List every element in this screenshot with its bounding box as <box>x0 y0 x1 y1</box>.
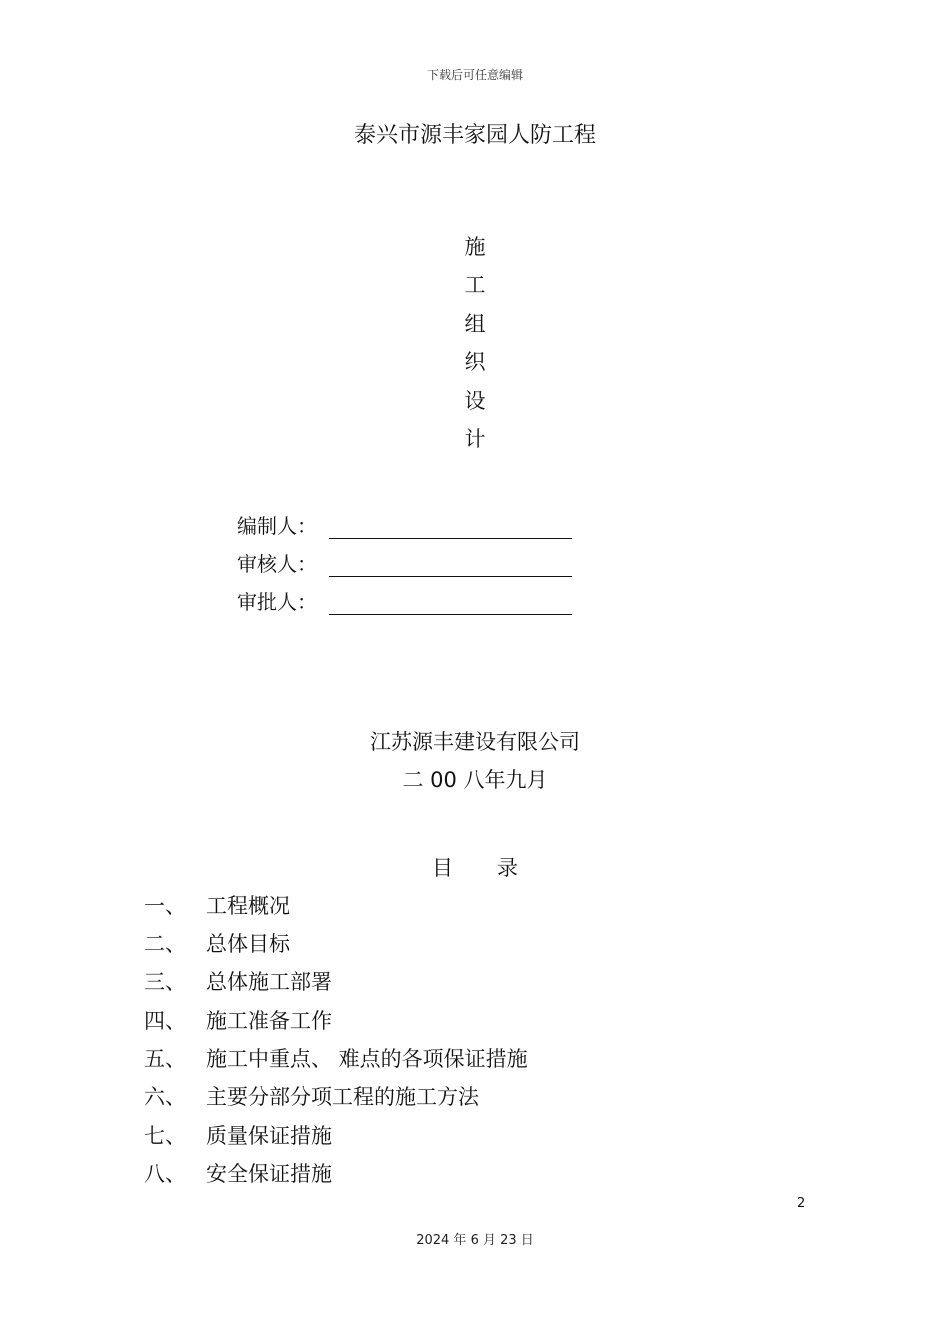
toc-item <box>144 966 332 996</box>
signature-line <box>329 516 572 539</box>
toc-item-text: 总体目标 <box>206 932 290 956</box>
signature-label: 审核人： <box>237 552 317 576</box>
toc-item-number: 二、 <box>144 932 186 956</box>
toc-item-text: 施工中重点、 难点的各项保证措施 <box>206 1047 528 1071</box>
toc-title-right: 录 <box>497 856 518 880</box>
toc-item-text: 施工准备工作 <box>206 1009 332 1033</box>
title-char: 设 <box>464 388 486 413</box>
toc-item-number: 三、 <box>144 970 186 994</box>
header-note: 下载后可任意编辑 <box>426 68 523 82</box>
signature-row-approver <box>237 586 572 616</box>
toc-title-left: 目 <box>432 856 453 880</box>
title-char: 织 <box>464 350 486 375</box>
toc-item <box>144 1005 332 1035</box>
footer-date: 2024 年 6 月 23 日 <box>416 1233 534 1248</box>
title-char: 施 <box>464 235 486 259</box>
toc-item <box>144 1081 479 1111</box>
signature-line <box>329 554 572 577</box>
toc-item-number: 四、 <box>144 1009 186 1033</box>
title-char: 计 <box>464 427 486 452</box>
toc-title <box>0 852 950 882</box>
toc-item-number: 一、 <box>144 894 186 918</box>
toc-item-text: 工程概况 <box>206 894 290 918</box>
signature-row-reviewer <box>237 548 572 578</box>
toc-item <box>144 928 290 958</box>
toc-item <box>144 890 290 920</box>
signature-label: 审批人： <box>237 590 317 614</box>
title-char: 工 <box>464 273 486 298</box>
toc-item-text: 安全保证措施 <box>206 1162 332 1186</box>
document-date: 二 00 八年九月 <box>402 768 548 792</box>
toc-item <box>144 1120 332 1150</box>
vertical-document-title <box>0 228 950 458</box>
signature-label: 编制人： <box>237 514 317 538</box>
toc-item-text: 总体施工部署 <box>206 970 332 994</box>
toc-item-number: 六、 <box>144 1085 186 1109</box>
toc-item <box>144 1158 332 1188</box>
toc-item-number: 五、 <box>144 1047 186 1071</box>
company-name: 江苏源丰建设有限公司 <box>370 730 580 754</box>
toc-item-text: 主要分部分项工程的施工方法 <box>206 1085 479 1109</box>
toc-item-text: 质量保证措施 <box>206 1124 332 1148</box>
signature-line <box>329 592 572 615</box>
signature-row-compiler <box>237 510 572 540</box>
title-char: 组 <box>464 311 486 336</box>
toc-item <box>144 1043 528 1073</box>
toc-item-number: 七、 <box>144 1124 186 1148</box>
project-title: 泰兴市源丰家园人防工程 <box>353 123 596 148</box>
toc-item-number: 八、 <box>144 1162 186 1186</box>
page-number: 2 <box>797 1196 806 1211</box>
